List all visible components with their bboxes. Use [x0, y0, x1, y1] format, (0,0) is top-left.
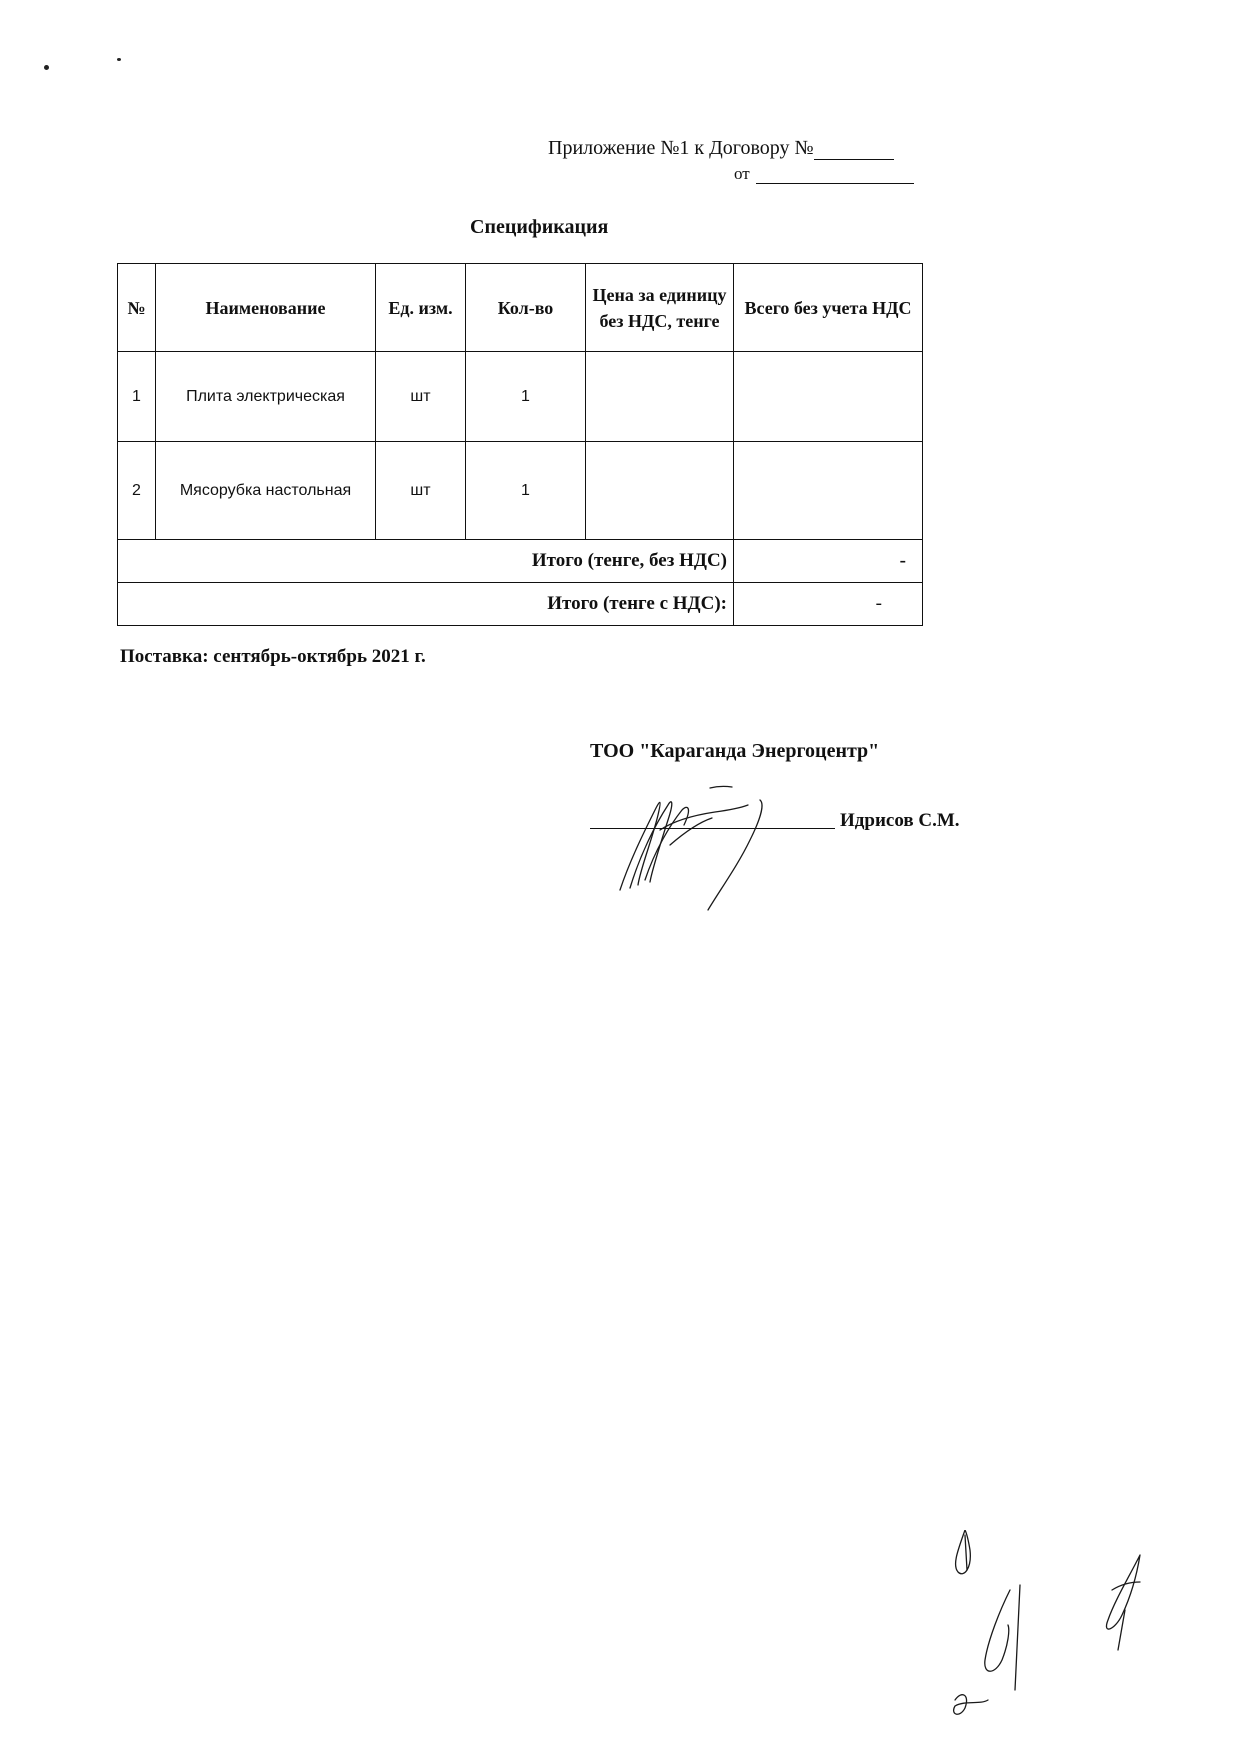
signature-line [590, 828, 835, 829]
total-value-with-vat: - [734, 583, 923, 626]
page-title: Спецификация [470, 216, 609, 238]
total-row-without-vat [118, 540, 923, 583]
scan-speck [44, 65, 49, 70]
scan-speck [117, 58, 121, 61]
specification-table [117, 263, 923, 626]
handwritten-initials [940, 1530, 1180, 1754]
cell-total [734, 352, 923, 442]
appendix-text: Приложение №1 к Договору № [548, 137, 814, 159]
column-header-unit: Ед. изм. [376, 264, 466, 352]
delivery-terms: Поставка: сентябрь-октябрь 2021 г. [120, 646, 426, 667]
total-label-without-vat: Итого (тенге, без НДС) [118, 540, 734, 583]
cell-num: 1 [118, 352, 156, 442]
cell-name: Плита электрическая [156, 352, 376, 442]
signer-name: Идрисов С.М. [840, 810, 960, 831]
cell-total [734, 442, 923, 540]
cell-num: 2 [118, 442, 156, 540]
total-label-with-vat: Итого (тенге с НДС): [118, 583, 734, 626]
column-header-qty: Кол-во [466, 264, 586, 352]
contract-date-line [734, 164, 914, 184]
column-header-price: Цена за единицу без НДС, тенге [586, 264, 734, 352]
column-header-num: № [118, 264, 156, 352]
column-header-total: Всего без учета НДС [734, 264, 923, 352]
contract-number-blank [814, 139, 894, 160]
cell-price [586, 352, 734, 442]
table-header-row [118, 264, 923, 352]
company-name: ТОО "Караганда Энергоцентр" [590, 740, 880, 762]
cell-unit: шт [376, 352, 466, 442]
total-value-without-vat: - [734, 540, 923, 583]
cell-unit: шт [376, 442, 466, 540]
contract-date-blank [756, 165, 914, 184]
column-header-name: Наименование [156, 264, 376, 352]
cell-qty: 1 [466, 352, 586, 442]
cell-name: Мясорубка настольная [156, 442, 376, 540]
cell-price [586, 442, 734, 540]
total-row-with-vat [118, 583, 923, 626]
appendix-reference [548, 136, 923, 160]
table-row [118, 442, 923, 540]
table-row [118, 352, 923, 442]
cell-qty: 1 [466, 442, 586, 540]
date-prefix: от [734, 164, 750, 183]
handwritten-signature [600, 770, 800, 920]
